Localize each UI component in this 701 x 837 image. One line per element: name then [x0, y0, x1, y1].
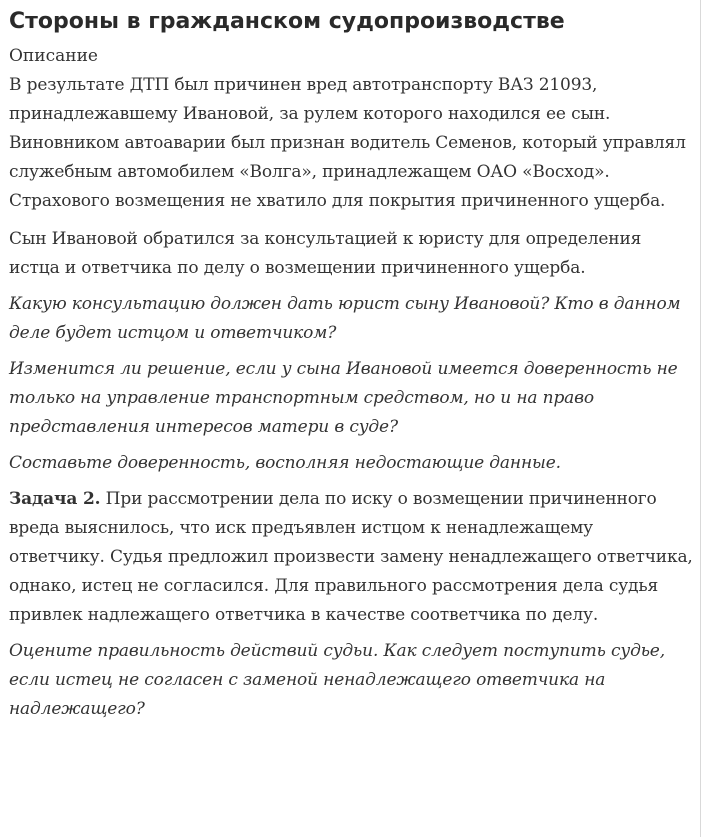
instruction-paragraph: Составьте доверенность, восполняя недостающие данные. — [9, 453, 561, 473]
consultation-paragraph: Сын Ивановой обратился за консультацией к юристу для определения истца и ответчика по делу о возмещении причиненного ущерба. — [9, 229, 642, 278]
task-2-paragraph — [9, 485, 693, 630]
task-2-label: Задача 2. — [9, 489, 101, 509]
page-title: Стороны в гражданском судопроизводстве — [9, 9, 565, 34]
section-label: Описание — [9, 46, 98, 66]
question-2: Изменится ли решение, если у сына Ивановой имеется доверенность не только на управление транспортным средством, но и на право представления интересов матери в суде? — [9, 359, 678, 437]
question-1: Какую консультацию должен дать юрист сыну Ивановой? Кто в данном деле будет истцом и ответчиком? — [9, 294, 681, 343]
case-description-paragraph: В результате ДТП был причинен вред автотранспорту ВАЗ 21093, принадлежавшему Ивановой, за рулем которого находился ее сын. Виновником автоаварии был признан водитель Семенов, который управлял служебным автомобилем «Волга», принадлежащем ОАО «Восход». Страхового возмещения не хватило для покрытия причиненного ущерба. — [9, 75, 686, 211]
final-question: Оцените правильность действий судьи. Как следует поступить судье, если истец не согласен с заменой ненадлежащего ответчика на надлежащего? — [9, 641, 665, 719]
task-2-text: При рассмотрении дела по иску о возмещении причиненного вреда выяснилось, что иск предъявлен истцом к ненадлежащему ответчику. Судья предложил произвести замену ненадлежащего ответчика, однако, истец не согласился. Для правильного рассмотрения дела судья привлек надлежащего ответчика в качестве соответчика по делу. — [9, 489, 693, 625]
